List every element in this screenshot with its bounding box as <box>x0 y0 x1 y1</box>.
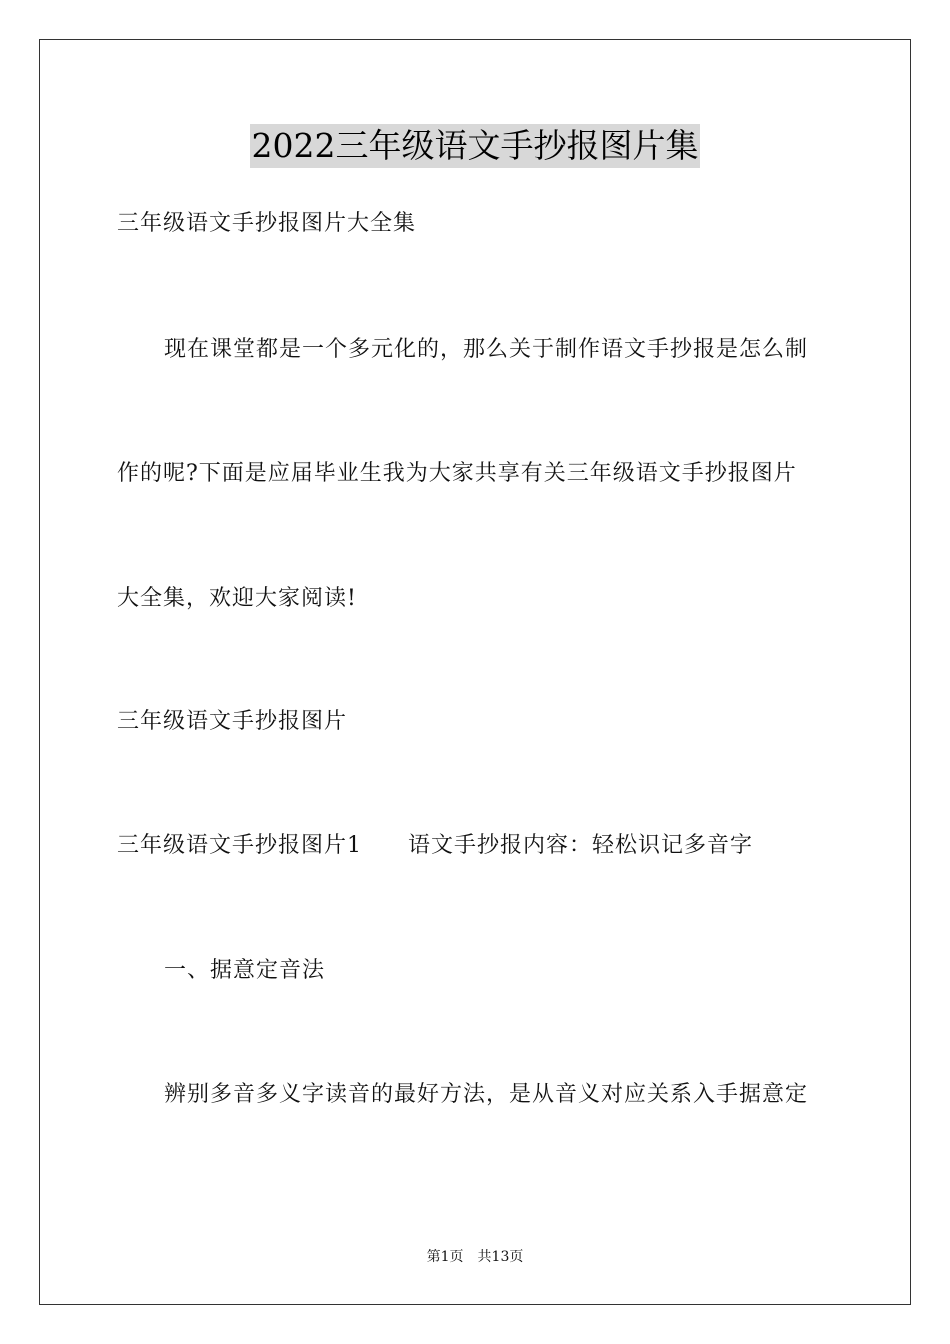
item-1-line <box>117 831 753 861</box>
method-heading: 一、据意定音法 <box>164 958 326 983</box>
page-number: 第1页 <box>426 1249 464 1265</box>
title-wrapper <box>0 124 950 168</box>
intro-paragraph-line-2: 作的呢?下面是应届毕业生我为大家共享有关三年级语文手抄报图片 <box>117 461 797 486</box>
document-subtitle: 三年级语文手抄报图片大全集 <box>117 211 417 236</box>
item-1-label: 三年级语文手抄报图片1 <box>117 833 362 858</box>
document-title: 2022三年级语文手抄报图片集 <box>250 124 701 168</box>
intro-paragraph-line-1: 现在课堂都是一个多元化的，那么关于制作语文手抄报是怎么制 <box>164 337 809 362</box>
item-1-content: 语文手抄报内容：轻松识记多音字 <box>408 833 754 858</box>
intro-paragraph-line-3: 大全集，欢迎大家阅读! <box>117 586 357 611</box>
section-heading: 三年级语文手抄报图片 <box>117 709 348 734</box>
page-footer <box>0 1247 950 1267</box>
page-total: 共13页 <box>477 1249 524 1265</box>
method-paragraph: 辨别多音多义字读音的最好方法，是从音义对应关系入手据意定 <box>164 1082 809 1107</box>
